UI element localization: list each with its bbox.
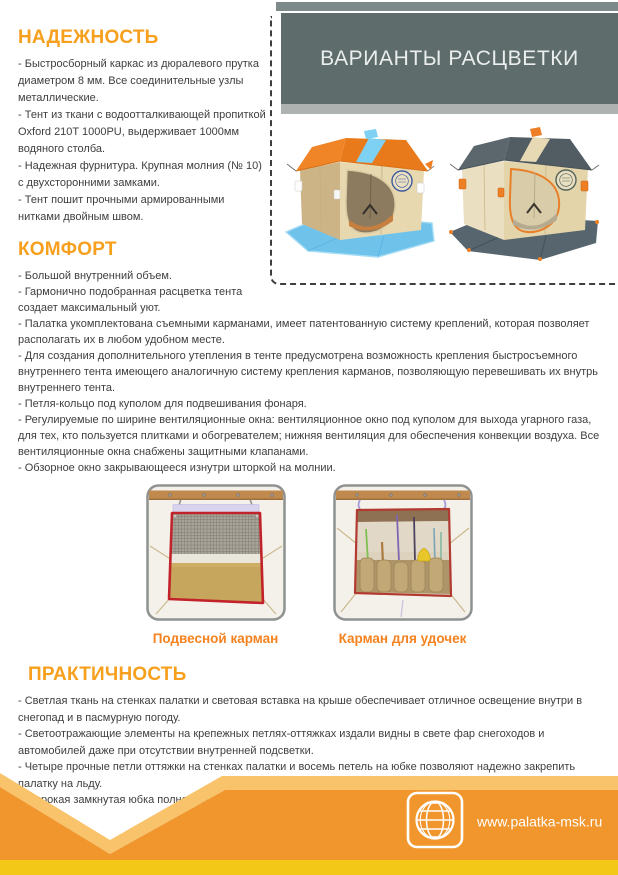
comfort-bullet: - Петля-кольцо под куполом для подвешивания фонаря. [18, 398, 307, 410]
hanging-pocket-figure [146, 484, 286, 646]
pocket-caption: Подвесной карман [152, 631, 279, 646]
comfort-bullet: - Регулируемые по ширине вентиляционные окна: вентиляционное окно под куполом для выхода угарного газа, для тех, кто пользуется плитками и обогревателем; нижняя вентиляция для обеспечения конвекции воздуха. Все вентиляционные окна снабжены защитными клапанами. [18, 414, 600, 458]
practicality-bullet: - Светоотражающие элементы на крепежных петлях-оттяжках издали видны в свете фар снегоходов и автомобилей даже при отсутствии внутренней подсветки. [18, 728, 545, 757]
reliability-bullet: - Тент из ткани с водоотталкивающей пропиткой Oxford 210T 1000PU, выдерживает 1000мм водяного столба. [18, 109, 266, 155]
practicality-bullet: - Светлая ткань на стенках палатки и световая вставка на крыше обеспечивает отличное освещение внутри в снегопад и в пасмурную погоду. [18, 695, 583, 724]
rod-pocket-photo [333, 484, 473, 621]
comfort-title: КОМФОРТ [18, 239, 117, 260]
footer [0, 770, 618, 875]
comfort-bullet: - Обзорное окно закрывающееся изнутри шторкой на молнии. [18, 462, 336, 474]
rod-pocket-figure [333, 484, 473, 646]
website-link[interactable]: www.palatka-msk.ru [477, 813, 603, 830]
practicality-bullet: - Четыре прочные петли оттяжки на стенках палатки и восемь петель на юбке позволяют надежно закрепить палатку на льду. [18, 761, 576, 790]
reliability-bullet: - Надежная фурнитура. Крупная молния (№ 10) с двухсторонними замками. [18, 160, 262, 189]
tent-photo-orange-blue [284, 124, 436, 272]
reliability-bullet: - Тент пошит прочными армированными нитками двойным швом. [18, 194, 225, 223]
hanging-pocket-photo [146, 484, 286, 621]
pocket-caption: Карман для удочек [338, 631, 467, 646]
brand-badge [392, 171, 412, 191]
reliability-title: НАДЕЖНОСТЬ [18, 27, 159, 48]
footer-yellow-strip [0, 858, 618, 875]
comfort-bullet: - Палатка укомплектована съемными карманами, имеет патентованную систему креплений, которая позволяет располагать их в любом удобном месте. [18, 318, 590, 346]
practicality-title: ПРАКТИЧНОСТЬ [28, 664, 187, 685]
pockets-row [0, 476, 618, 646]
brand-badge [556, 170, 576, 190]
reliability-bullet: - Быстросборный каркас из дюралевого прутка диаметром 8 мм. Все соединительные узлы металлические. [18, 58, 259, 104]
comfort-bullet: - Для создания дополнительного утепления в тенте предусмотрена возможность крепления быстросъемного внутреннего тента имеющего аналогичную систему крепления карманов, позволяющую перевешивать их внутрь внутреннего тента. [18, 350, 598, 394]
panel-top-strip [276, 2, 618, 11]
color-variants-panel [266, 0, 618, 292]
comfort-bullet: - Большой внутренний объем. [18, 270, 172, 282]
variants-title: ВАРИАНТЫ РАСЦВЕТКИ [320, 46, 579, 70]
tent-photo-gray-beige [448, 120, 600, 272]
comfort-bullet: - Гармонично подобранная расцветка тента создает максимальный уют. [18, 286, 243, 314]
